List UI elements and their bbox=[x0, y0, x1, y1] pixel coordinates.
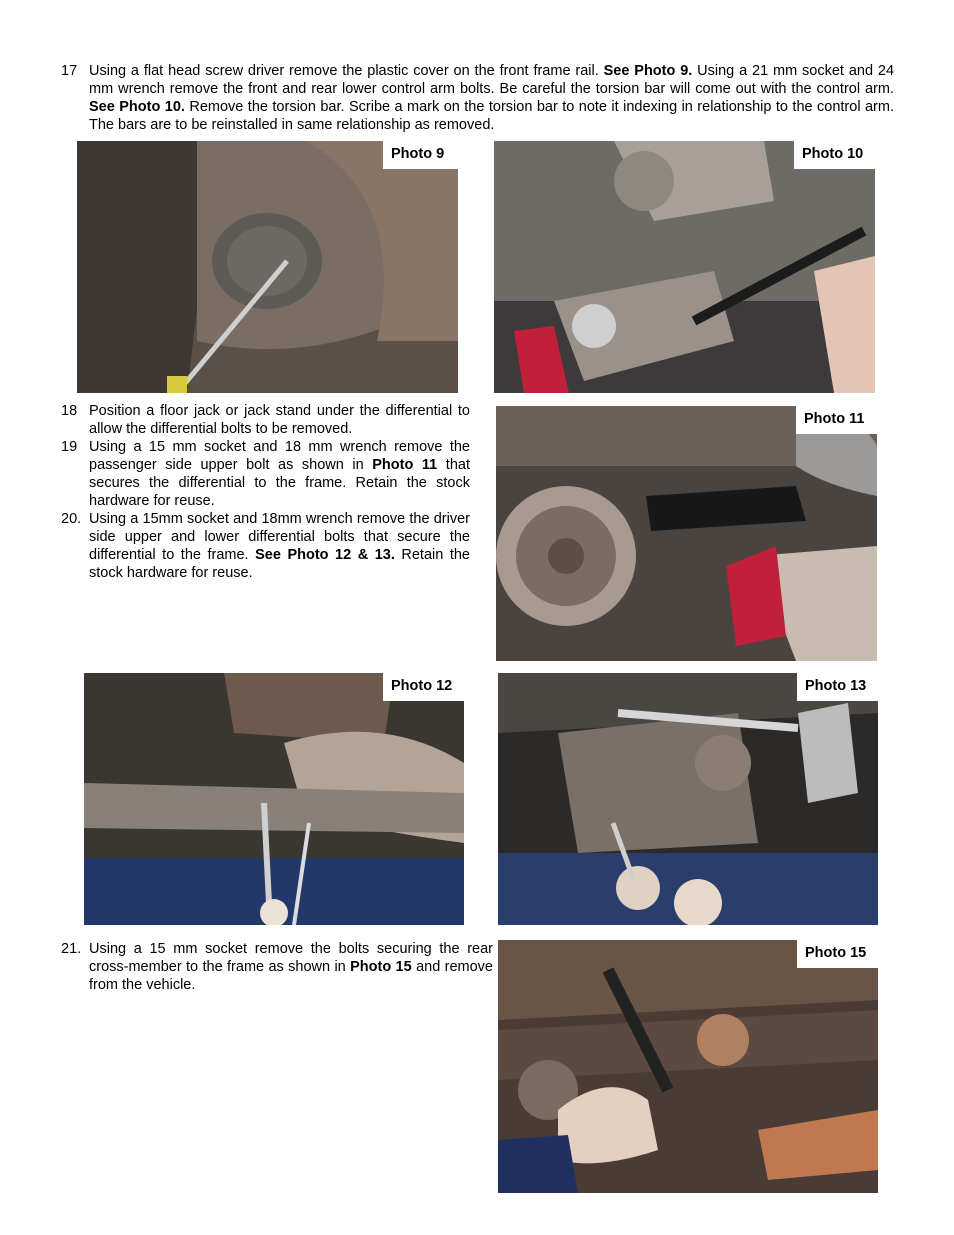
step-text: Using a flat head screw driver remove the plastic cover on the front frame rail. See Photo 9. Using a 21 mm socket and 24 mm wrench remove the front and rear lower control arm bolts. Be careful the torsion bar will come out with the control arm. See Photo 10. Remove the torsion bar. Scribe a mark on the torsion bar to note it indexing in relationship to the control arm. The bars are to be reinstalled in same relationship as removed. bbox=[89, 63, 895, 133]
step-text: Using a 15mm socket and 18mm wrench remove the driver side upper and lower differential bolts that secure the differential to the frame. See Photo 12 & 13. Retain the stock hardware for reuse. bbox=[89, 511, 470, 581]
cross-member-image bbox=[498, 940, 878, 1193]
step-20 bbox=[61, 510, 470, 582]
photo-label: Photo 12 bbox=[383, 673, 464, 701]
step-text: Using a 15 mm socket remove the bolts securing the rear cross-member to the frame as shown in Photo 15 and remove from the vehicle. bbox=[89, 941, 493, 993]
photo-9 bbox=[77, 141, 458, 393]
step-17 bbox=[61, 62, 893, 134]
photo-label: Photo 9 bbox=[383, 141, 458, 169]
photo-11 bbox=[496, 406, 877, 661]
step-21 bbox=[61, 940, 493, 994]
step-text: Using a 15 mm socket and 18 mm wrench remove the passenger side upper bolt as shown in Photo 11 that secures the differential to the frame. Retain the stock hardware for reuse. bbox=[89, 439, 470, 509]
step-text: Position a floor jack or jack stand under the differential to allow the differential bolts to be removed. bbox=[89, 403, 470, 437]
photo-15 bbox=[498, 940, 878, 1193]
step-number: 17 bbox=[61, 63, 78, 79]
photo-13 bbox=[498, 673, 878, 925]
control-arm-image bbox=[494, 141, 875, 393]
photo-label: Photo 11 bbox=[796, 406, 877, 434]
step-number: 20. bbox=[61, 511, 82, 527]
driver-side-bolt-image bbox=[84, 673, 464, 925]
photo-10 bbox=[494, 141, 875, 393]
photo-label: Photo 10 bbox=[794, 141, 875, 169]
step-number: 19 bbox=[61, 439, 78, 455]
lower-bolt-image bbox=[498, 673, 878, 925]
differential-bolt-image bbox=[496, 406, 877, 661]
step-18 bbox=[61, 402, 470, 438]
step-number: 21. bbox=[61, 941, 82, 957]
frame-rail-image bbox=[77, 141, 458, 393]
photo-label: Photo 13 bbox=[797, 673, 878, 701]
step-number: 18 bbox=[61, 403, 78, 419]
photo-12 bbox=[84, 673, 464, 925]
step-19 bbox=[61, 438, 470, 510]
photo-label: Photo 15 bbox=[797, 940, 878, 968]
